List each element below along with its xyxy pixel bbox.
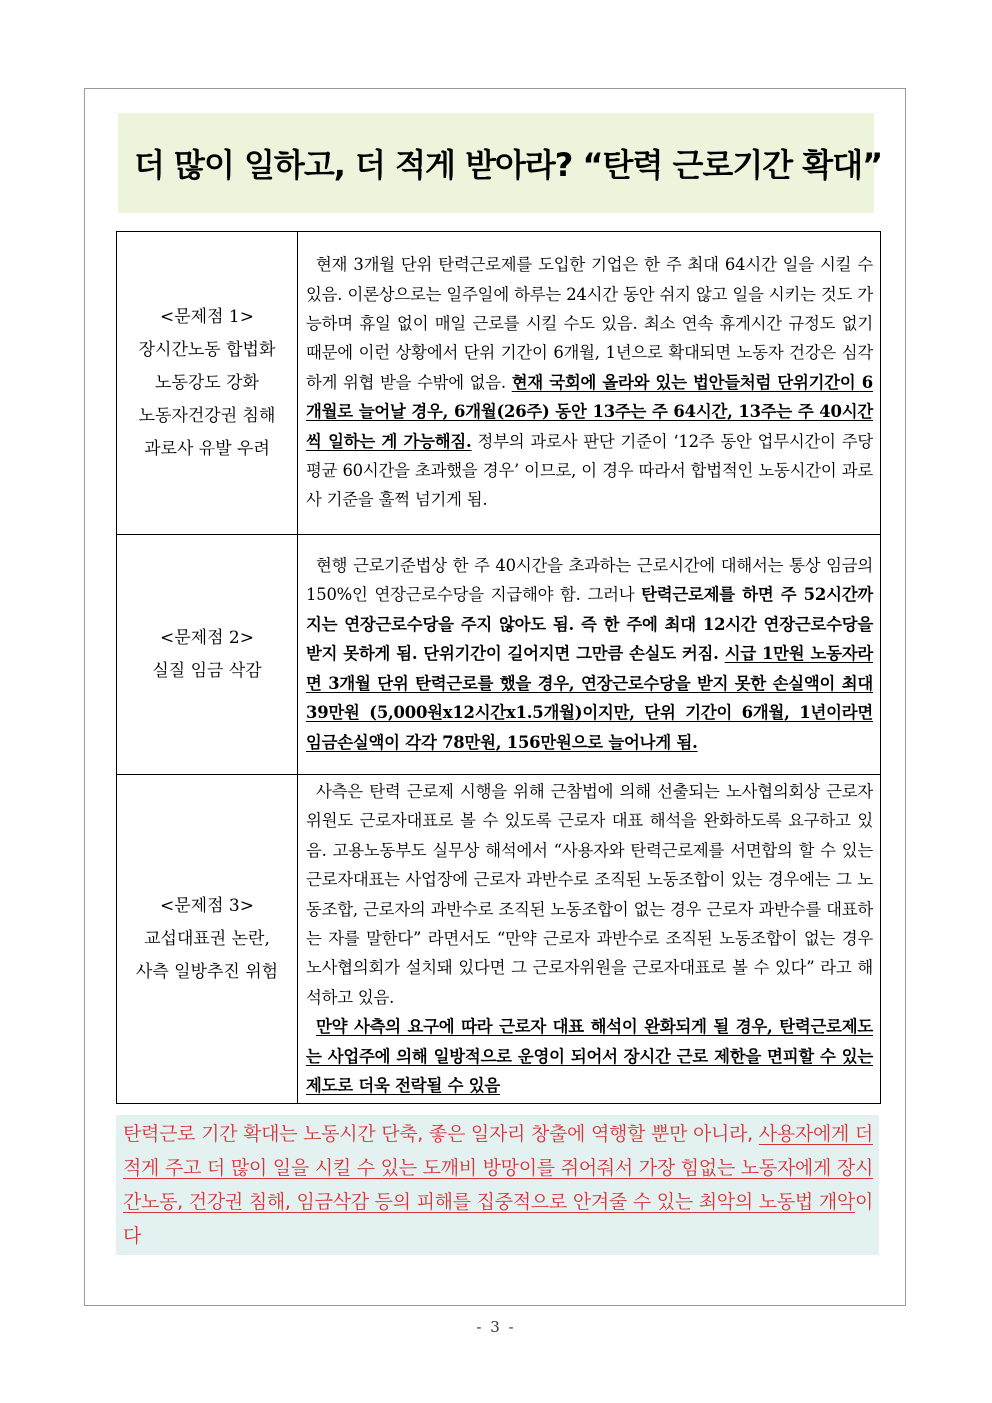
issue-2-heading: <문제점 2> [160,627,254,648]
issue-3-point: 사측 일방추진 위험 [135,961,279,982]
conclusion-underlined: 사용자에게 더 적게 주고 더 많이 일을 시킬 수 있는 도깨비 방망이를 쥐어줘서 가장 힘없는 노동자에게 장시간노동, 건강권 침해, 임금삭감 등의 피해를 집중적으로 안겨줄 수 있는 최악의 노동법 개악 [123,1123,873,1213]
conclusion-text: 탄력근로 기간 확대는 노동시간 단축, 좋은 일자리 창출에 역행할 뿐만 아니라, [123,1123,759,1145]
issue-1-point: 노동자건강권 침해 [138,405,276,426]
issue-2-content [298,535,881,775]
issue-3-highlight: 만약 사측의 요구에 따라 근로자 대표 해석이 완화되게 될 경우, 탄력근로제도는 사업주에 의해 일방적으로 운영이 되어서 장시간 근로 제한을 면피할 수 있는 제도로 더욱 전락될 수 있음 [306,1017,873,1096]
issues-table [116,231,881,1104]
issue-1-text-cont: 정부의 과로사 판단 기준이 ‘12주 동안 업무시간이 주당 평균 60시간을 초과했을 경우’ 이므로, 이 경우 따라서 합법적인 노동시간이 과로사 기준을 훌쩍 넘기게 됨. [306,431,873,510]
issue-3-heading: <문제점 3> [160,895,254,916]
issue-1-highlight: 현재 국회에 올라와 있는 법안들처럼 단위기간이 6개월로 늘어날 경우, 6개월(26주) 동안 13주는 주 64시간, 13주는 주 40시간씩 일하는 게 가능해짐. [306,372,873,451]
issue-row-2 [117,535,881,775]
issue-1-text: 현재 3개월 단위 탄력근로제를 도입한 기업은 한 주 최대 64시간 일을 시킬 수 있음. 이론상으로는 일주일에 하루는 24시간 동안 쉬지 않고 일을 시키는 것도 가능하며 휴일 없이 매일 근로를 시킬 수도 있음. 최소 연속 휴게시간 규정도 없기 때문에 이런 상황에서 단위 기간이 6개월, 1년으로 확대되면 노동자 건강은 심각하게 위협 받을 수밖에 없음. [306,255,873,392]
issue-1-point: 장시간노동 합법화 [138,339,276,360]
title-banner [118,113,883,213]
issue-row-1 [117,232,881,535]
issue-2-highlight: 시급 1만원 노동자라면 3개월 단위 탄력근로를 했을 경우, 연장근로수당을 받지 못한 손실액이 최대 39만원 (5,000원x12시간x1.5개월)이지만, 단위 기간이 6개월, 1년이라면 임금손실액이 각각 78만원, 156만원으로 늘어나게 됨. [306,644,873,752]
issue-1-heading: <문제점 1> [160,306,254,327]
conclusion-end: 이다 [123,1191,873,1247]
issue-1-label [117,232,298,535]
issue-3-point: 교섭대표권 논란, [144,928,270,949]
page-title: 더 많이 일하고, 더 적게 받아라? “탄력 근로기간 확대” [134,146,883,184]
issue-1-content [298,232,881,535]
issue-1-point: 노동강도 강화 [155,372,259,393]
issue-3-label [117,775,298,1104]
conclusion-box [116,1115,879,1255]
issue-3-content [298,775,881,1104]
issue-3-text: 사측은 탄력 근로제 시행을 위해 근참법에 의해 선출되는 노사협의회상 근로자위원도 근로자대표로 볼 수 있도록 근로자 대표 해석을 완화하도록 요구하고 있음. 고용노동부도 실무상 해석에서 “사용자와 탄력근로제를 서면합의 할 수 있는 근로자대표는 사업장에 근로자 과반수로 조직된 노동조합이 있는 경우에는 그 노동조합, 근로자의 과반수로 조직된 노동조합이 없는 경우 근로자 과반수를 대표하는 자를 말한다” 라면서도 “만약 근로자 과반수로 조직된 노동조합이 없는 경우 노사협의회가 설치돼 있다면 그 근로자위원을 근로자대표로 볼 수 있다” 라고 해석하고 있음. [306,782,873,1007]
issue-1-point: 과로사 유발 우려 [144,438,270,459]
issue-2-bold: 탄력근로제를 하면 주 52시간까지는 연장근로수당을 주지 않아도 됨. 즉 한 주에 최대 12시간 연장근로수당을 받지 못하게 됨. 단위기간이 길어지면 그만큼 손실도 커짐. [306,585,873,664]
page-number: - 3 - [476,1318,516,1336]
issue-2-point: 실질 임금 삭감 [152,660,262,681]
issue-row-3 [117,775,881,1104]
issue-2-text: 현행 근로기준법상 한 주 40시간을 초과하는 근로시간에 대해서는 통상 임금의 150%인 연장근로수당을 지급해야 함. 그러나 [306,556,873,605]
issue-2-label [117,535,298,775]
